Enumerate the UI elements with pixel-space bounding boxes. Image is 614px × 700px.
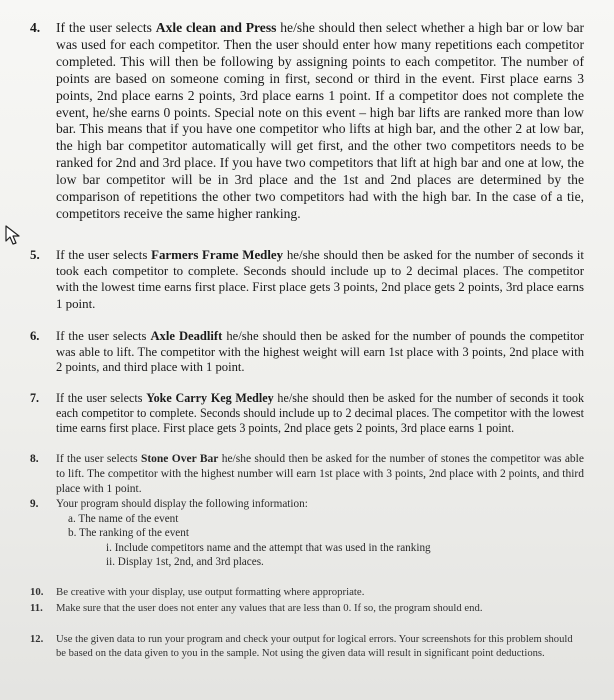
event-name-farmers-frame: Farmers Frame Medley: [151, 248, 284, 262]
item-number: 10.: [30, 586, 44, 598]
item-number: 6.: [30, 329, 40, 343]
item-text: If the user selects Axle Deadlift he/she should then be asked for the number of pounds the competitor was able to lift. The competitor with the highest weight will earn 1st place with 3 points, 2nd place with 2 points, and third place with 1 point.: [56, 329, 585, 374]
list-item-6: [30, 329, 584, 376]
item-number: 8.: [30, 453, 39, 465]
list-item-7: [30, 391, 584, 436]
event-name-axle-clean-press: Axle clean and Press: [155, 20, 277, 35]
item-text: Be creative with your display, use output formatting where appropriate.: [56, 586, 365, 598]
list-item-11: [30, 601, 584, 615]
sub-item-b: b. The ranking of the event: [68, 527, 189, 540]
mouse-pointer-icon: [4, 224, 24, 246]
sub-item-ii: ii. Display 1st, 2nd, and 3rd places.: [106, 556, 264, 569]
list-item-12: [30, 633, 584, 662]
item-number: 12.: [30, 634, 44, 645]
list-item-9: [30, 497, 584, 570]
item-text: Make sure that the user does not enter any values that are less than 0. If so, the program should end.: [56, 602, 483, 614]
item-text: If the user selects Farmers Frame Medley he/she should then be asked for the number of seconds it took each competitor to complete. Seconds should include up to 2 decimal places. The competitor with the lowest time earns first place. First place gets 3 points, 2nd place gets 2 points, 3rd place earns 1 point.: [56, 248, 585, 311]
list-item-4: [30, 20, 584, 223]
item-text: If the user selects Yoke Carry Keg Medley he/she should then be asked for the number of seconds it took each competitor to complete. Seconds should include up to 2 decimal places. The competitor with the lowest time earns first place. First place gets 3 points, 2nd place gets 2 points, 3rd place earns 1 point.: [56, 391, 584, 435]
item-number: 5.: [30, 248, 40, 262]
item-text: If the user selects Stone Over Bar he/she should then be asked for the number of stones the competitor was able to lift. The competitor with the highest number will earn 1st place with 3 points, 2nd place with 2 points, and third place with 1 point.: [56, 453, 584, 495]
event-name-stone-over-bar: Stone Over Bar: [140, 453, 219, 465]
item-number: 7.: [30, 391, 40, 405]
sub-item-i: i. Include competitors name and the attempt that was used in the ranking: [106, 541, 431, 554]
item-text: Your program should display the following information:: [56, 498, 308, 510]
item-number: 9.: [30, 498, 39, 510]
list-item-10: [30, 585, 584, 599]
item-text: Use the given data to run your program and check your output for logical errors. Your screenshots for this problem should be based on the data given to you in the sample. Not using the given data will result in significant point deductions.: [56, 634, 573, 660]
item-number: 11.: [30, 602, 43, 614]
list-item-8: [30, 452, 584, 496]
item-text: If the user selects Axle clean and Press he/she should then select whether a high bar or low bar was used for each competitor. Then the user should enter how many repetitions each competitor completed. This will then be following by assigning points to each competitor. The number of points are based on someone coming in first, second or third in the event. First place earns 3 points, 2nd place earns 2 points, 3rd place earns 1 point. If a competitor does not complete the event, he/she earns 0 points. Special note on this event – high bar lifts are ranked more than low bar. This means that if you have one competitor who lifts at high bar, and the other 2 at low bar, the high bar competitor automatically will get first, and the other two competitors needs to be ranked for 2nd and 3rd place. If you have two competitors that lift at high bar and one at low, the low bar competitor will be in 3rd place and the 1st and 2nd places are determined by the comparison of repetitions the other two competitors had with the high bar. In the case of a tie, competitors receive the same higher ranking.: [56, 20, 585, 221]
list-item-5: [30, 247, 584, 312]
event-name-yoke-carry: Yoke Carry Keg Medley: [146, 391, 274, 405]
event-name-axle-deadlift: Axle Deadlift: [150, 329, 223, 343]
item-number: 4.: [30, 20, 41, 35]
sub-item-a: a. The name of the event: [68, 512, 179, 525]
